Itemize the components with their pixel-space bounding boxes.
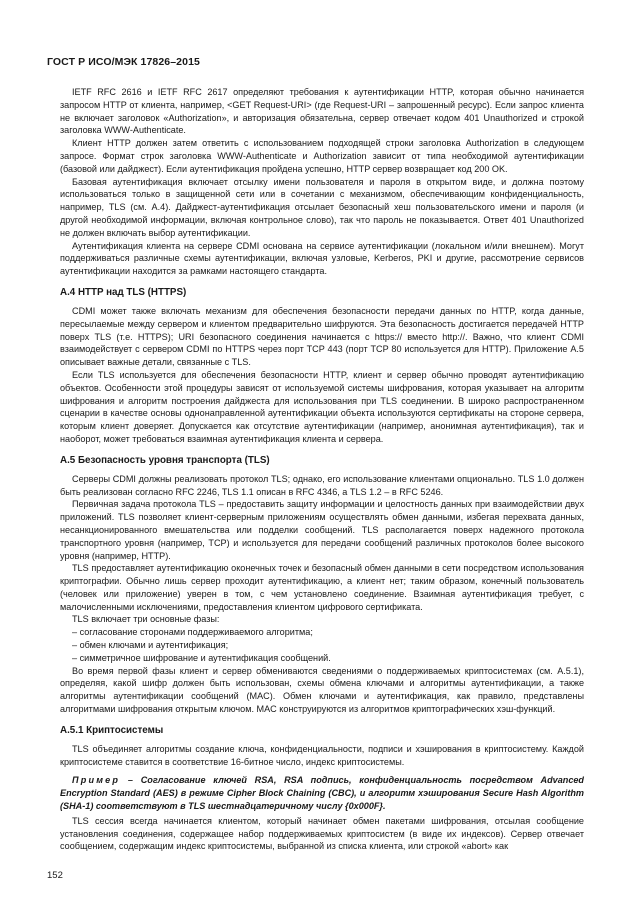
example-text: – Согласование ключей RSA, RSA подпись, конфиденциальность посредством Advanced Encryption Standard (AES) в режиме Cipher Block Chaining (CBC), и алгоритм хэширования Secure Hash Algorithm (SHA-1) соответствуют в TLS шестнадцатеричному числу {0x000F}. — [60, 775, 584, 812]
list-item: – обмен ключами и аутентификация; — [72, 640, 229, 651]
section-heading-a4: A.4 HTTP над TLS (HTTPS) — [60, 286, 187, 298]
paragraph: TLS предоставляет аутентификацию оконечных точек и безопасный обмен данными в сети посредством использования криптографии. Обычно лишь сервер проходит аутентификацию, а клиент нет; таким образом, конечный пользователь (человек или приложение) уверен в том, с чем установлено соединение. Взаимная аутентификация требует, с малочисленными исключениями, предоставления клиентом цифрового сертификата. — [60, 563, 584, 612]
paragraph: Клиент HTTP должен затем ответить с использованием подходящей строки заголовка Authorization в следующем запросе. Формат строк заголовка WWW-Authenticate и Authorization зависит от типа необходимой аутентификации (базовой или дайджест). Если аутентификация пройдена успешно, HTTP сервер возвращает код 200 OK. — [60, 138, 584, 174]
list-item: – согласование сторонами поддерживаемого алгоритма; — [72, 627, 313, 638]
page-header: ГОСТ Р ИСО/МЭК 17826–2015 — [47, 56, 200, 68]
section-heading-a51: A.5.1 Криптосистемы — [60, 724, 164, 736]
paragraph: Во время первой фазы клиент и сервер обмениваются сведениями о поддерживаемых криптосистемах (см. A.5.1), определяя, какой шифр должен быть использован, схемы обмена ключами и алгоритмы аутентификации, а также алгоритмы аутентификации сообщений (MAC). Обмен ключами и аутентификация, как правило, представлены алгоритмами шифрования открытым ключом. MAC конструируются из алгоритмов криптографических хэш-функций. — [60, 665, 584, 715]
section-heading-a5: A.5 Безопасность уровня транспорта (TLS) — [60, 454, 270, 466]
paragraph: TLS объединяет алгоритмы создание ключа, конфиденциальности, подписи и хэширования в криптосистему. Каждой криптосистеме ставится в соответствие 16-битное число, индекс криптосистемы. — [60, 743, 584, 767]
paragraph: TLS сессия всегда начинается клиентом, который начинает обмен пакетами шифрования, отсылая сообщение установления соединения, содержащее набор поддерживаемых криптосистем (в виде их индексов). Сервер отвечает сообщением, содержащим индекс криптосистемы, выбранной из списка клиента, или строкой «abort» как — [60, 815, 584, 852]
paragraph: Серверы CDMI должны реализовать протокол TLS; однако, его использование клиентами опционально. TLS 1.0 должен быть реализован согласно RFC 2246, TLS 1.1 описан в RFC 4346, а TLS 1.2 – в RFC 5246. — [60, 473, 584, 497]
page-number: 152 — [47, 870, 63, 881]
list-item: – симметричное шифрование и аутентификация сообщений. — [72, 652, 331, 663]
paragraph: Базовая аутентификация включает отсылку имени пользователя и пароля в открытом виде, и должна поэтому использоваться только в защищенной сети или в сочетании с механизмом, обеспечивающим конфиденциальность, например, TLS (см. A.4). Дайджест-аутентификация отсылает безопасный хеш пользовательского имени и пароля (и другой необходимой информации, включая контрольное слово), так что пароль не показывается. Ответ 401 Unauthorized не должен включать выбор аутентификации. — [60, 176, 584, 238]
paragraph: Аутентификация клиента на сервере CDMI основана на сервисе аутентификации (локальном и/или внешнем). Могут поддерживаться различные схемы аутентификации, включая узловые, Kerberos, PKI и другие, рассмотрение сервисов аутентификации находится за рамками настоящего стандарта. — [60, 240, 584, 277]
paragraph: Если TLS используется для обеспечения безопасности HTTP, клиент и сервер обычно проводят аутентификацию объектов. Особенности этой процедуры зависят от используемой системы шифрования, которая указывает на алгоритм шифрования и алгоритм построения дайджеста для использования при TLS соединении. В широко распространенном сценарии в качестве основы однонаправленной аутентификации объекта используются сертификаты на стороне сервера, которым клиент доверяет. Допускается как отсутствие аутентификации (например, анонимная аутентификация), так и наоборот, может требоваться взаимная аутентификация клиента и сервера. — [60, 369, 584, 444]
paragraph: CDMI может также включать механизм для обеспечения безопасности передачи данных по HTTP, когда данные, пересылаемые между сервером и клиентом предварительно шифруются. Эта безопасность достигается передачей HTTP поверх TLS (т.е. HTTPS); URI безопасного соединения начинается с https:// вместо http://. Важно, что клиент CDMI взаимодействует с сервером CDMI по HTTPS через порт TCP 443 (порт TCP 80 используется для HTTP). Приложение A.5 описывает важные детали, связанные с TLS. — [60, 305, 584, 368]
paragraph: Первичная задача протокола TLS – предоставить защиту информации и целостность данных при взаимодействии двух приложений. TLS позволяет клиент-серверным приложениям осуществлять обмен данными, избегая перехвата данных, несанкционированного вмешательства или подделки сообщений. TLS располагается поверх надежного протокола транспортного уровня (например, TCP) и используется для передачи сообщений различных протоколов более высокого уровня (например, HTTP). — [60, 499, 584, 561]
example-label: Пример — [72, 775, 121, 786]
document-body — [60, 86, 584, 853]
paragraph: TLS включает три основные фазы: — [72, 614, 220, 625]
paragraph: IETF RFC 2616 и IETF RFC 2617 определяют требования к аутентификации HTTP, которая обычно начинается запросом HTTP от клиента, например, <GET Request-URI> (где Request-URI – запрошенный ресурс). Если запрос клиента не включает заголовок «Authorization», и авторизация обязательна, сервер отвечает кодом 401 Unauthorized и строкой заголовка WWW-Authenticate. — [60, 87, 584, 136]
phase-list — [60, 626, 584, 664]
example-note — [60, 774, 584, 812]
